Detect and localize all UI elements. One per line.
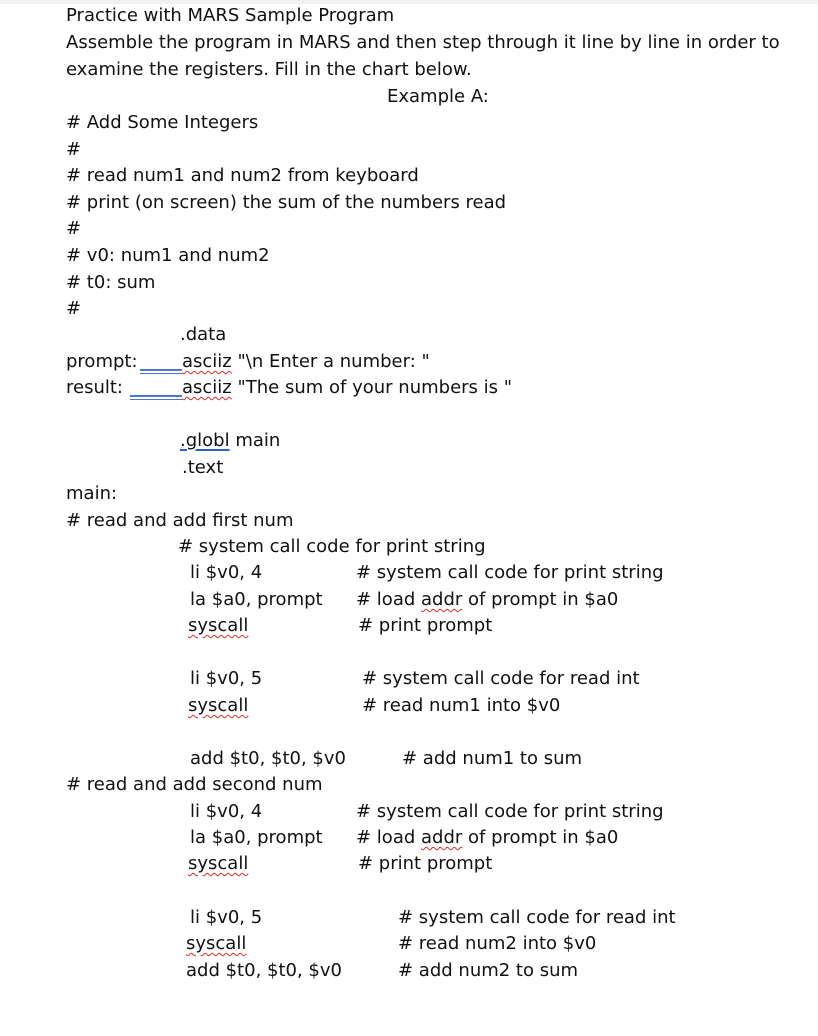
code-comment: # add num2 to sum (398, 960, 579, 981)
code-comment: # system call code for print string (356, 562, 664, 583)
code-comment: # system call code for print string (356, 801, 664, 822)
code-comment: # read num2 into $v0 (398, 933, 597, 954)
spellcheck-word: asciiz (182, 351, 232, 372)
code-instruction: li $v0, 5 (190, 668, 263, 689)
code-instruction: add $t0, $t0, $v0 (190, 748, 346, 769)
tab-leader-line (130, 399, 182, 400)
comment-line: # Add Some Integers (66, 112, 259, 133)
comment-text: # load (356, 589, 421, 610)
code-instruction: add $t0, $t0, $v0 (186, 960, 342, 981)
comment-line: # read and add second num (66, 774, 323, 795)
comment-line: # system call code for print string (178, 536, 486, 557)
spellcheck-word: addr (421, 589, 463, 610)
tab-leader-line (140, 369, 182, 371)
code-instruction (188, 615, 248, 637)
code-instruction: li $v0, 5 (190, 907, 263, 928)
instructions-line-1: Assemble the program in MARS and then step through it line by line in order to (66, 32, 780, 53)
code-comment: # system call code for read int (362, 668, 640, 689)
tab-leader-line (140, 373, 182, 374)
result-string: "The sum of your numbers is " (237, 377, 513, 398)
code-comment (356, 827, 618, 849)
code-instruction (188, 853, 248, 875)
globl-line (180, 430, 280, 452)
prompt-definition (182, 351, 430, 373)
code-comment: # print prompt (358, 853, 493, 874)
data-directive: .data (180, 324, 227, 345)
spellcheck-word: asciiz (182, 377, 232, 398)
code-instruction (186, 933, 246, 955)
comment-line: # (66, 298, 82, 319)
comment-text: of prompt in $a0 (462, 589, 619, 610)
code-comment: # read num1 into $v0 (362, 695, 561, 716)
spellcheck-word: syscall (188, 695, 249, 716)
page-title: Practice with MARS Sample Program (66, 5, 395, 26)
code-comment (356, 589, 618, 611)
page-top-rule (0, 0, 818, 4)
code-instruction (188, 695, 248, 717)
main-label: main: (66, 483, 118, 504)
comment-text: # load (356, 827, 421, 848)
example-label: Example A: (387, 86, 489, 107)
comment-line: # v0: num1 and num2 (66, 245, 270, 266)
comment-line: # print (on screen) the sum of the numbers read (66, 192, 507, 213)
comment-line: # read and add first num (66, 510, 294, 531)
spellcheck-word: syscall (186, 933, 247, 954)
comment-line: # (66, 218, 82, 239)
code-instruction: li $v0, 4 (190, 801, 263, 822)
code-instruction: li $v0, 4 (190, 562, 263, 583)
result-label: result: (66, 377, 123, 398)
comment-line: # (66, 139, 82, 160)
code-instruction: la $a0, prompt (190, 589, 323, 610)
globl-directive: .globl (180, 430, 230, 451)
code-instruction: la $a0, prompt (190, 827, 323, 848)
code-comment: # add num1 to sum (402, 748, 583, 769)
code-comment: # print prompt (358, 615, 493, 636)
spellcheck-word: syscall (188, 615, 249, 636)
prompt-label: prompt: (66, 351, 138, 372)
globl-target: main (235, 430, 281, 451)
spellcheck-word: addr (421, 827, 463, 848)
instructions-line-2: examine the registers. Fill in the chart below. (66, 59, 472, 80)
comment-line: # read num1 and num2 from keyboard (66, 165, 419, 186)
spellcheck-word: syscall (188, 853, 249, 874)
result-definition (182, 377, 512, 399)
comment-line: # t0: sum (66, 272, 156, 293)
tab-leader-line (130, 395, 182, 397)
text-directive: .text (182, 457, 224, 478)
comment-text: of prompt in $a0 (462, 827, 619, 848)
prompt-string: "\n Enter a number: " (237, 351, 430, 372)
code-comment: # system call code for read int (398, 907, 676, 928)
